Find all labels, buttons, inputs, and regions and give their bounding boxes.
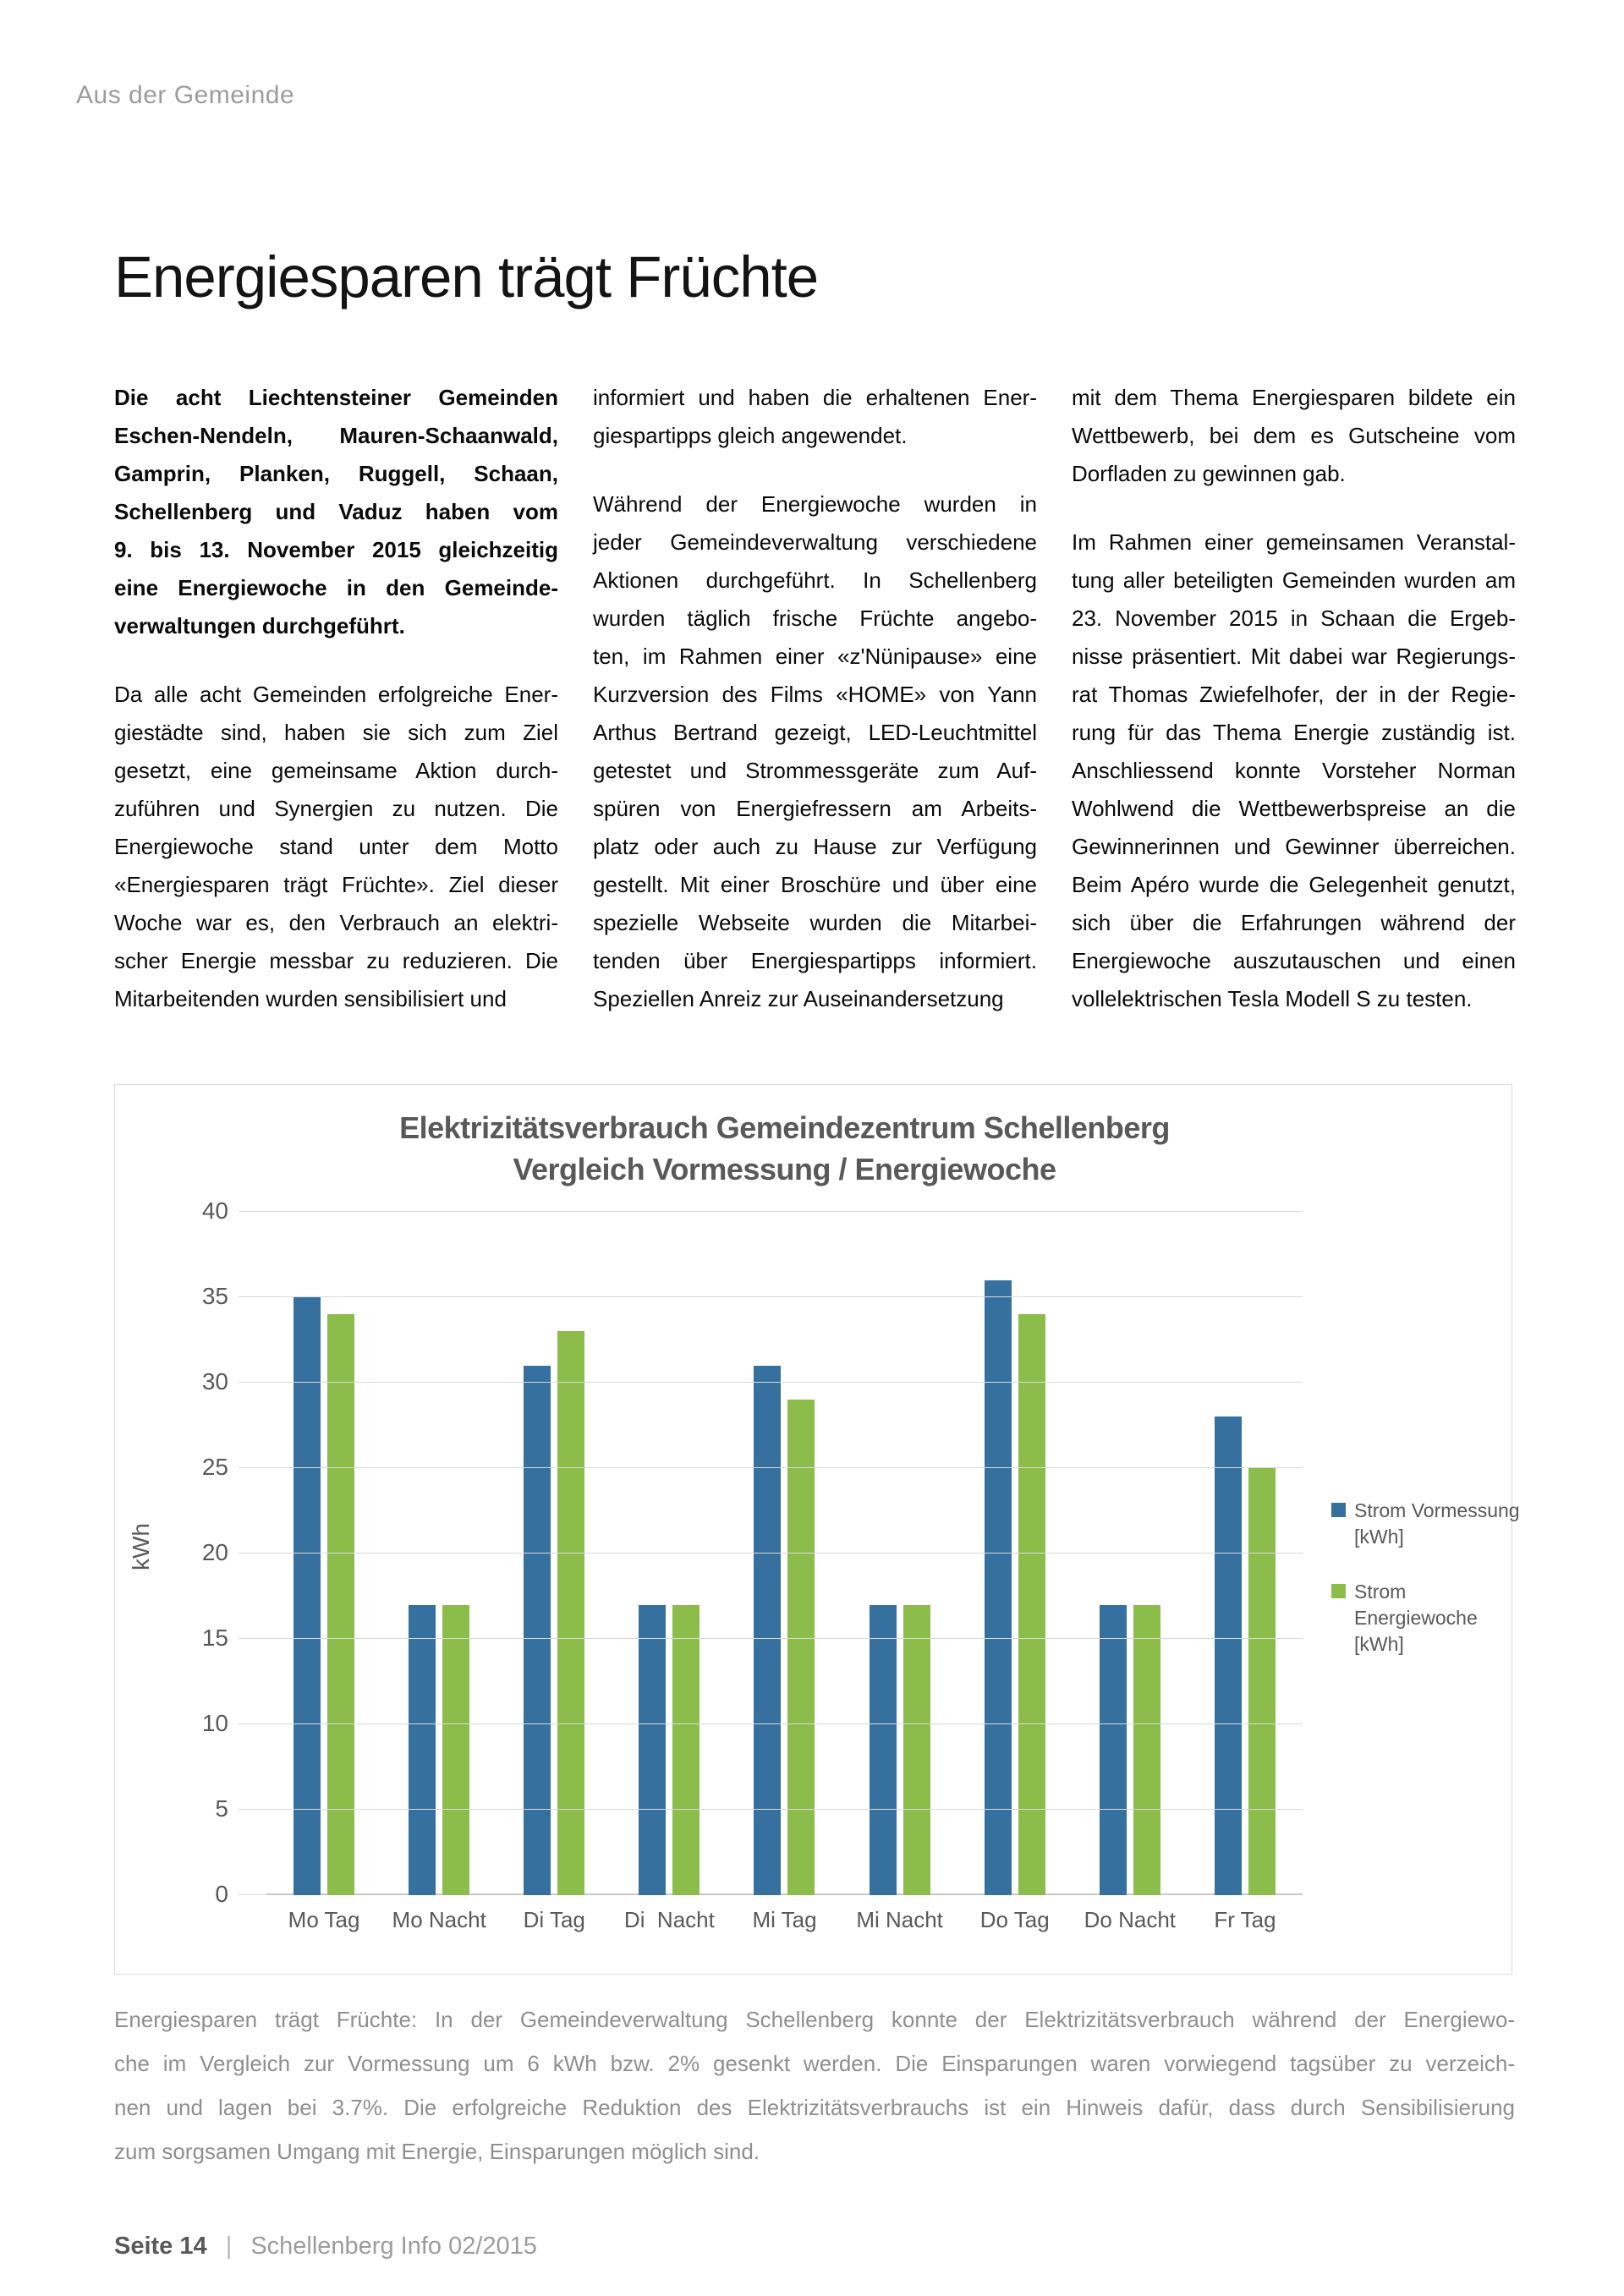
chart-title: [266, 1107, 1303, 1190]
text-line: Speziellen Anreiz zur Auseinandersetzung: [593, 986, 1004, 1011]
gridline-40: [266, 1211, 1303, 1212]
text-line: scher Energie messbar zu reduzieren. Die: [114, 948, 558, 973]
bar-group-di-nacht: [612, 1212, 727, 1895]
text-line: platz oder auch zu Hause zur Verfügung: [593, 834, 1037, 859]
x-label-mi-tag: Mi Tag: [752, 1907, 817, 1932]
text-line: rung für das Thema Energie zuständig ist.: [1072, 720, 1516, 745]
text-line: giestädte sind, haben sie sich zum Ziel: [114, 720, 558, 745]
y-tick-label-20: 20: [201, 1539, 228, 1565]
text-line: Vergleich Vormessung / Energiewoche: [513, 1152, 1056, 1186]
text-line: Dorfladen zu gewinnen gab.: [1072, 461, 1346, 486]
bar-strom-vormessung-kwh-di-nacht: [639, 1605, 666, 1895]
y-tick-label-0: 0: [215, 1881, 228, 1907]
bar-strom-energiewoche-kwh-mo-tag: [327, 1314, 354, 1895]
text-line: Schellenberg und Vaduz haben vom: [114, 499, 558, 524]
y-tick-15: [239, 1638, 266, 1639]
bar-group-mi-tag: [727, 1212, 842, 1895]
x-label-di-tag: Di Tag: [523, 1907, 585, 1932]
y-tick-label-10: 10: [201, 1710, 228, 1736]
bar-strom-energiewoche-kwh-di-nacht: [672, 1605, 700, 1895]
y-tick-label-25: 25: [201, 1454, 228, 1480]
page-title: Energiesparen trägt Früchte: [114, 244, 819, 310]
x-label-mo-nacht: Mo Nacht: [392, 1907, 486, 1932]
body-paragraph: [593, 485, 1037, 1018]
bar-strom-vormessung-kwh-fr-tag: [1215, 1417, 1242, 1895]
text-line: Woche war es, den Verbrauch an elektri-: [114, 910, 558, 935]
footer-separator: |: [225, 2233, 233, 2260]
y-tick-40: [239, 1211, 266, 1212]
bar-strom-energiewoche-kwh-mo-nacht: [442, 1605, 469, 1895]
gridline-25: [266, 1467, 1303, 1468]
bar-strom-energiewoche-kwh-di-tag: [557, 1331, 584, 1895]
y-tick-25: [239, 1467, 266, 1468]
text-line: Wettbewerb, bei dem es Gutscheine vom: [1072, 423, 1516, 448]
issue-label: Schellenberg Info 02/2015: [250, 2233, 537, 2260]
text-line: Aktionen durchgeführt. In Schellenberg: [593, 567, 1037, 593]
text-line: tung aller beteiligten Gemeinden wurden am: [1072, 567, 1516, 593]
electricity-consumption-chart: [114, 1084, 1520, 1975]
text-line: Im Rahmen einer gemeinsamen Veranstal-: [1072, 529, 1516, 555]
chart-legend: [1331, 1498, 1530, 1686]
text-line: nisse präsentiert. Mit dabei war Regierungs-: [1072, 644, 1516, 669]
text-line: Wohlwend die Wettbewerbspreise an die: [1072, 796, 1516, 821]
text-line: gesetzt, eine gemeinsame Aktion durch-: [114, 758, 558, 783]
x-label-do-nacht: Do Nacht: [1084, 1907, 1177, 1932]
legend-swatch-icon: [1331, 1503, 1346, 1517]
text-line: giespartipps gleich angewendet.: [593, 423, 908, 448]
gridline-15: [266, 1638, 1303, 1639]
y-axis-title: kWh: [128, 1523, 154, 1570]
y-tick-30: [239, 1382, 266, 1383]
legend-item-strom-vormessung-kwh: [1331, 1498, 1530, 1550]
text-line: Energiesparen trägt Früchte: In der Gemeindeverwaltung Schellenberg konnte der Elektrizitätsverbrauch während der Energiewo-: [114, 2007, 1515, 2032]
lead-paragraph: [114, 379, 558, 645]
text-line: Die acht Liechtensteiner Gemeinden: [114, 385, 558, 410]
bar-strom-energiewoche-kwh-mi-tag: [787, 1400, 815, 1895]
article-column-2: [593, 379, 1037, 1049]
gridline-10: [266, 1723, 1303, 1724]
text-line: wurden täglich frische Früchte angebo-: [593, 606, 1037, 631]
text-line: 9. bis 13. November 2015 gleichzeitig: [114, 537, 558, 562]
y-tick-label-40: 40: [201, 1197, 228, 1224]
bar-strom-vormessung-kwh-mi-nacht: [870, 1605, 897, 1895]
body-paragraph: [593, 379, 1037, 455]
x-axis-labels: [266, 1907, 1303, 1933]
x-label-fr-tag: Fr Tag: [1214, 1907, 1276, 1932]
text-line: Energiewoche stand unter dem Motto: [114, 834, 558, 859]
y-tick-10: [239, 1723, 266, 1724]
article-column-1: [114, 379, 558, 1049]
text-line: spezielle Webseite wurden die Mitarbei-: [593, 910, 1037, 935]
legend-swatch-icon: [1331, 1584, 1346, 1598]
text-line: Gewinnerinnen und Gewinner überreichen.: [1072, 834, 1516, 859]
text-line: tenden über Energiespartipps informiert.: [593, 948, 1037, 973]
text-line: zuführen und Synergien zu nutzen. Die: [114, 796, 558, 821]
page-number: Seite 14: [114, 2233, 207, 2260]
section-eyebrow: Aus der Gemeinde: [76, 81, 295, 109]
bar-group-do-tag: [957, 1212, 1073, 1895]
text-line: Elektrizitätsverbrauch Gemeindezentrum Schellenberg: [399, 1110, 1170, 1145]
gridline-35: [266, 1296, 1303, 1297]
text-line: che im Vergleich zur Vormessung um 6 kWh bzw. 2% gesenkt werden. Die Einsparungen waren vorwiegend tagsüber zu verzeich-: [114, 2051, 1515, 2076]
text-line: Mitarbeitenden wurden sensibilisiert und: [114, 986, 507, 1011]
y-tick-label-15: 15: [201, 1625, 228, 1651]
body-paragraph: [114, 676, 558, 1018]
y-tick-label-35: 35: [201, 1283, 228, 1309]
text-line: Kurzversion des Films «HOME» von Yann: [593, 682, 1037, 707]
bar-group-do-nacht: [1073, 1212, 1188, 1895]
bar-group-mo-tag: [266, 1212, 381, 1895]
bar-strom-vormessung-kwh-di-tag: [524, 1366, 551, 1895]
bar-strom-energiewoche-kwh-fr-tag: [1248, 1468, 1276, 1895]
y-tick-35: [239, 1296, 266, 1297]
text-line: Gamprin, Planken, Ruggell, Schaan,: [114, 461, 558, 486]
bar-strom-vormessung-kwh-mi-tag: [754, 1366, 781, 1895]
x-label-di-nacht: Di Nacht: [623, 1907, 715, 1932]
bar-strom-energiewoche-kwh-do-tag: [1018, 1314, 1045, 1895]
bar-group-mi-nacht: [842, 1212, 957, 1895]
text-line: gestellt. Mit einer Broschüre und über eine: [593, 872, 1037, 897]
bar-group-fr-tag: [1188, 1212, 1303, 1895]
text-line: Eschen-Nendeln, Mauren-Schaanwald,: [114, 423, 558, 448]
text-line: ten, im Rahmen einer «z'Nünipause» eine: [593, 644, 1037, 669]
text-line: Arthus Bertrand gezeigt, LED-Leuchtmittel: [593, 720, 1037, 745]
article-column-3: [1072, 379, 1516, 1049]
x-label-mo-tag: Mo Tag: [288, 1907, 360, 1932]
text-line: nen und lagen bei 3.7%. Die erfolgreiche Reduktion des Elektrizitätsverbrauchs ist ein Hinweis dafür, dass durch Sensibilisierung: [114, 2095, 1515, 2120]
text-line: rat Thomas Zwiefelhofer, der in der Regie-: [1072, 682, 1516, 707]
text-line: verwaltungen durchgeführt.: [114, 613, 405, 638]
text-line: eine Energiewoche in den Gemeinde-: [114, 575, 558, 600]
text-line: vollelektrischen Tesla Modell S zu testen.: [1072, 986, 1473, 1011]
legend-item-strom-energiewoche-kwh: [1331, 1579, 1530, 1658]
y-tick-0: [239, 1894, 266, 1895]
text-line: sich über die Erfahrungen während der: [1072, 910, 1516, 935]
text-line: zum sorgsamen Umgang mit Energie, Einsparungen möglich sind.: [114, 2139, 760, 2164]
body-paragraph: [1072, 379, 1516, 493]
chart-caption: [114, 1997, 1515, 2173]
page-footer: [114, 2233, 537, 2260]
bar-strom-energiewoche-kwh-do-nacht: [1133, 1605, 1160, 1895]
bar-series-area: [266, 1212, 1303, 1895]
text-line: getestet und Strommessgeräte zum Auf-: [593, 758, 1037, 783]
text-line: «Energiesparen trägt Früchte». Ziel dieser: [114, 872, 558, 897]
bar-strom-vormessung-kwh-mo-nacht: [409, 1605, 436, 1895]
text-line: Da alle acht Gemeinden erfolgreiche Ener-: [114, 682, 558, 707]
text-line: jeder Gemeindeverwaltung verschiedene: [593, 529, 1037, 555]
article-body: [114, 379, 1517, 1049]
legend-label: Strom Vormessung [kWh]: [1354, 1499, 1520, 1548]
bar-group-di-tag: [497, 1212, 612, 1895]
x-label-mi-nacht: Mi Nacht: [856, 1907, 943, 1932]
text-line: 23. November 2015 in Schaan die Ergeb-: [1072, 606, 1516, 631]
chart-plot: [128, 1197, 1303, 1907]
y-tick-5: [239, 1809, 266, 1810]
y-tick-label-30: 30: [201, 1368, 228, 1395]
text-line: informiert und haben die erhaltenen Ener-: [593, 385, 1037, 410]
bar-strom-vormessung-kwh-do-nacht: [1100, 1605, 1127, 1895]
body-paragraph: [1072, 523, 1516, 1018]
bar-strom-energiewoche-kwh-mi-nacht: [903, 1605, 930, 1895]
text-line: mit dem Thema Energiesparen bildete ein: [1072, 385, 1516, 410]
text-line: Energiewoche auszutauschen und einen: [1072, 948, 1516, 973]
bar-group-mo-nacht: [381, 1212, 497, 1895]
text-line: spüren von Energiefressern am Arbeits-: [593, 796, 1037, 821]
text-line: Während der Energiewoche wurden in: [593, 491, 1037, 517]
bar-strom-vormessung-kwh-do-tag: [985, 1280, 1012, 1895]
gridline-5: [266, 1809, 1303, 1810]
legend-label: Strom Energiewoche [kWh]: [1354, 1581, 1478, 1655]
y-tick-label-5: 5: [215, 1795, 228, 1822]
x-label-do-tag: Do Tag: [979, 1907, 1050, 1932]
text-line: Anschliessend konnte Vorsteher Norman: [1072, 758, 1516, 783]
text-line: Beim Apéro wurde die Gelegenheit genutzt,: [1072, 872, 1516, 897]
gridline-30: [266, 1382, 1303, 1383]
bar-strom-vormessung-kwh-mo-tag: [294, 1297, 321, 1895]
